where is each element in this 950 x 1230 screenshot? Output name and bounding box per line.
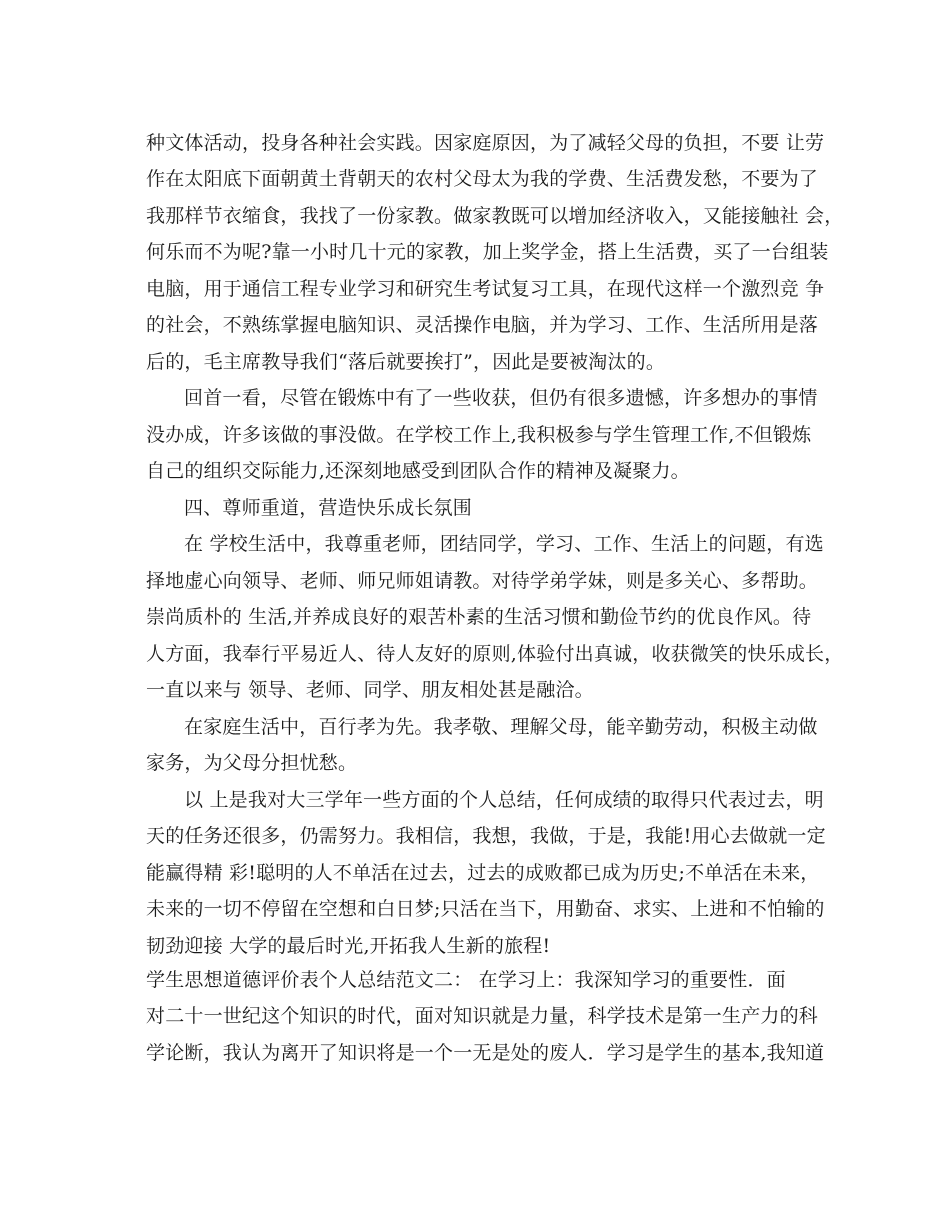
text-line: 后的，毛主席教导我们“落后就要挨打”，因此是要被淘汰的。 — [146, 351, 666, 373]
text-line: 种文体活动，投身各种社会实践。因家庭原因，为了减轻父母的负担，不要 让劳 — [146, 132, 825, 154]
text-line: 人方面，我奉行平易近人、待人友好的原则,体验付出真诚，收获微笑的快乐成长， — [146, 643, 844, 665]
paragraph-first-line: 以 上是我对大三学年一些方面的个人总结，任何成绩的取得只代表过去，明 — [184, 789, 824, 811]
text-line: 未来的一切不停留在空想和白日梦;只活在当下，用勤奋、求实、上进和不怕输的 — [146, 898, 825, 920]
text-line: 天的任务还很多，仍需努力。我相信，我想，我做，于是，我能!用心去做就一定 — [146, 825, 826, 847]
text-line: 崇尚质朴的 生活,并养成良好的艰苦朴素的生活习惯和勤俭节约的优良作风。待 — [146, 606, 812, 628]
paragraph-first-line: 在家庭生活中，百行孝为先。我孝敬、理解父母，能辛勤劳动，积极主动做 — [184, 716, 818, 738]
text-line: 的社会，不熟练掌握电脑知识、灵活操作电脑，并为学习、工作、生活所用是落 — [146, 314, 819, 336]
paragraph-first-line: 在 学校生活中，我尊重老师，团结同学，学习、工作、生活上的问题，有选 — [184, 533, 824, 555]
text-line: 一直以来与 领导、老师、同学、朋友相处甚是融洽。 — [146, 679, 594, 701]
text-line: 电脑，用于通信工程专业学习和研究生考试复习工具，在现代这样一个激烈竞 争 — [146, 278, 825, 300]
text-line: 学生思想道德评价表个人总结范文二： 在学习上：我深知学习的重要性．面 — [146, 969, 786, 991]
section-heading: 四、尊师重道，营造快乐成长氛围 — [184, 497, 473, 519]
text-line: 韧劲迎接 大学的最后时光,开拓我人生新的旅程! — [146, 935, 551, 957]
text-line: 择地虚心向领导、老师、师兄师姐请教。对待学弟学妹，则是多关心、多帮助。 — [146, 570, 819, 592]
text-line: 我那样节衣缩食，我找了一份家教。做家教既可以增加经济收入，又能接触社 会， — [146, 205, 844, 227]
text-line: 学论断，我认为离开了知识将是一个一无是处的废人．学习是学生的基本,我知道 — [146, 1042, 825, 1064]
text-line: 对二十一世纪这个知识的时代，面对知识就是力量，科学技术是第一生产力的科 — [146, 1005, 819, 1027]
text-line: 自己的组织交际能力,还深刻地感受到团队合作的精神及凝聚力。 — [146, 460, 690, 482]
text-line: 作在太阳底下面朝黄土背朝天的农村父母太为我的学费、生活费发愁，不要为了 — [146, 168, 819, 190]
text-line: 没办成，许多该做的事没做。在学校工作上,我积极参与学生管理工作,不但锻炼 — [146, 424, 812, 446]
text-line: 能赢得精 彩!聪明的人不单活在过去，过去的成败都已成为历史;不单活在未来， — [146, 862, 820, 884]
text-line: 何乐而不为呢?靠一小时几十元的家教，加上奖学金，搭上生活费，买了一台组装 — [146, 241, 829, 263]
text-line: 家务，为父母分担忧愁。 — [146, 752, 358, 774]
paragraph-first-line: 回首一看，尽管在锻炼中有了一些收获，但仍有很多遗憾，许多想办的事情 — [184, 387, 818, 409]
